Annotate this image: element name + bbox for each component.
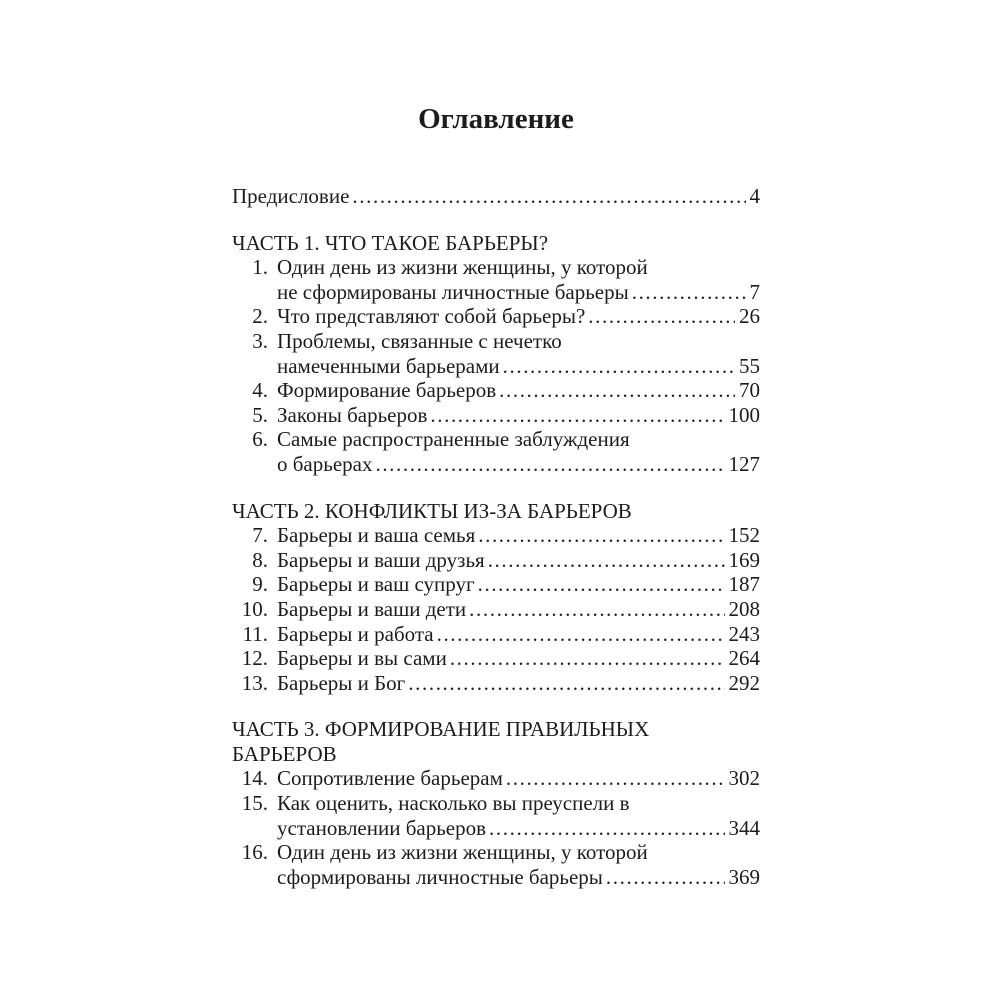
entry-title: Барьеры и ваша семья (277, 523, 476, 548)
toc-entry-continuation (232, 865, 760, 890)
page-number: 302 (728, 766, 760, 791)
entry-title: Самые распространенные заблуждения (277, 427, 630, 452)
page-number: 70 (739, 378, 760, 403)
page-number: 169 (728, 547, 760, 572)
entry-title: сформированы личностные барьеры (277, 864, 603, 889)
entry-number: 2. (252, 304, 268, 329)
entry-number: 12. (241, 646, 268, 671)
toc-entry-continuation (232, 354, 760, 379)
dot-leader (475, 523, 724, 548)
page-number: 344 (728, 815, 760, 840)
entry-title: Законы барьеров (277, 402, 428, 427)
entry-title: Формирование барьеров (277, 378, 497, 403)
toc-page (232, 0, 760, 889)
toc-entry-continuation (232, 452, 760, 477)
entry-title: не сформированы личностные барьеры (277, 279, 629, 304)
part-heading-line2: БАРЬЕРОВ (232, 741, 337, 766)
dot-leader (629, 280, 746, 305)
toc-part-1 (232, 231, 760, 477)
toc-part-3 (232, 717, 760, 889)
page-number: 55 (739, 353, 760, 378)
dot-leader (500, 354, 735, 379)
toc-entry-row (232, 378, 760, 403)
toc-entry-row (232, 840, 760, 865)
page-number: 369 (728, 864, 760, 889)
preface-label: Предисловие (232, 184, 350, 208)
dot-leader (349, 184, 745, 209)
entry-number: 6. (252, 427, 268, 452)
entry-title: Барьеры и Бог (277, 670, 406, 695)
toc-entry-row (232, 791, 760, 816)
toc-entry-row (232, 403, 760, 428)
toc-entry-row (232, 622, 760, 647)
page-number: 243 (728, 621, 760, 646)
dot-leader (466, 597, 724, 622)
dot-leader (434, 622, 725, 647)
dot-leader (585, 304, 735, 329)
dot-leader (372, 452, 724, 477)
dot-leader (603, 865, 725, 890)
toc-entry-row (232, 671, 760, 696)
toc-entry-row (232, 572, 760, 597)
entry-title: Барьеры и вы сами (277, 646, 447, 671)
toc-entry-row (232, 523, 760, 548)
dot-leader (405, 671, 724, 696)
toc-entry-continuation (232, 280, 760, 305)
part-heading: ЧАСТЬ 3. ФОРМИРОВАНИЕ ПРАВИЛЬНЫХ (232, 717, 650, 742)
entry-title: Барьеры и ваши друзья (277, 547, 485, 572)
page-number: 26 (739, 304, 760, 329)
entry-number: 9. (252, 572, 268, 597)
page-number: 292 (728, 670, 760, 695)
preface-row (232, 184, 760, 209)
entry-title: Один день из жизни женщины, у которой (277, 840, 648, 865)
entry-title: установлении барьеров (277, 815, 487, 840)
entry-number: 3. (252, 328, 268, 353)
dot-leader (496, 378, 735, 403)
entry-number: 16. (241, 840, 268, 865)
dot-leader (447, 646, 725, 671)
entry-title: Барьеры и работа (277, 621, 434, 646)
dot-leader (475, 572, 725, 597)
entry-title: Один день из жизни женщины, у которой (277, 255, 648, 280)
entry-number: 4. (252, 378, 268, 403)
entry-number: 8. (252, 547, 268, 572)
entry-number: 13. (241, 670, 268, 695)
toc-entry-row (232, 646, 760, 671)
page-number: 264 (728, 646, 760, 671)
toc-entry-row (232, 597, 760, 622)
toc-entry-continuation (232, 816, 760, 841)
toc-entry-row (232, 304, 760, 329)
dot-leader (485, 548, 725, 573)
entry-title: Сопротивление барьерам (277, 766, 503, 791)
entry-title: Что представляют собой барьеры? (277, 304, 586, 329)
entry-number: 11. (242, 621, 268, 646)
part-heading: ЧАСТЬ 2. КОНФЛИКТЫ ИЗ-ЗА БАРЬЕРОВ (232, 498, 632, 523)
entry-number: 14. (241, 766, 268, 791)
table-of-contents (232, 184, 760, 889)
entry-title: намеченными барьерами (277, 353, 500, 378)
dot-leader (503, 766, 725, 791)
dot-leader (486, 816, 724, 841)
entry-title: Барьеры и ваши дети (277, 596, 467, 621)
page-number: 187 (728, 572, 760, 597)
toc-entry-row (232, 548, 760, 573)
toc-entry-row (232, 766, 760, 791)
entry-number: 5. (252, 402, 268, 427)
toc-entry-row (232, 255, 760, 280)
entry-number: 10. (241, 596, 268, 621)
entry-title: Проблемы, связанные с нечетко (277, 328, 562, 353)
toc-part-2 (232, 499, 760, 696)
dot-leader (427, 403, 724, 428)
toc-entry-row (232, 427, 760, 452)
page-number: 4 (749, 184, 760, 208)
page-number: 100 (728, 402, 760, 427)
entry-title: Как оценить, насколько вы преуспели в (277, 791, 630, 816)
entry-title: о барьерах (277, 451, 373, 476)
part-heading: ЧАСТЬ 1. ЧТО ТАКОЕ БАРЬЕРЫ? (232, 230, 549, 255)
toc-entry-row (232, 329, 760, 354)
page-number: 152 (728, 523, 760, 548)
page-number: 7 (749, 279, 760, 304)
entry-title: Барьеры и ваш супруг (277, 572, 475, 597)
page-number: 127 (728, 451, 760, 476)
page-title: Оглавление (418, 103, 574, 135)
entry-number: 1. (252, 255, 268, 280)
entry-number: 15. (241, 791, 268, 816)
page-number: 208 (728, 596, 760, 621)
entry-number: 7. (252, 523, 268, 548)
